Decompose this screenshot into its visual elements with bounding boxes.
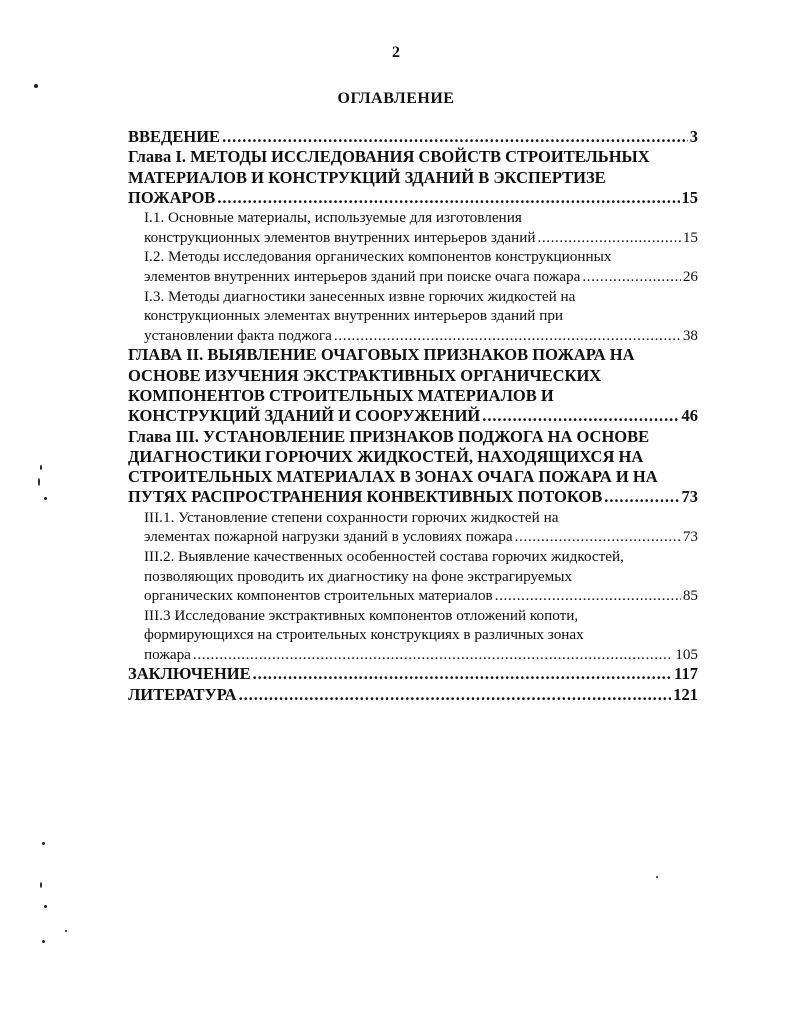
toc-entry-line bbox=[144, 208, 698, 228]
toc-leader-dots bbox=[582, 267, 680, 287]
toc-entry-line bbox=[128, 487, 698, 507]
toc-entry-line bbox=[144, 625, 698, 645]
toc-page-number: 38 bbox=[682, 326, 698, 344]
toc-entry-text: ПОЖАРОВ bbox=[128, 187, 216, 207]
toc-chapter-entry[interactable] bbox=[128, 345, 698, 426]
scan-speck bbox=[34, 84, 38, 88]
toc-chapter-entry[interactable] bbox=[128, 685, 698, 705]
toc-entry-line bbox=[128, 427, 698, 447]
table-of-contents bbox=[128, 127, 698, 705]
toc-entry-line bbox=[128, 147, 698, 167]
toc-chapter-entry[interactable] bbox=[128, 147, 698, 208]
toc-entry-text: формирующихся на строительных конструкциях в различных зонах bbox=[144, 626, 584, 644]
toc-entry-text: ОСНОВЕ ИЗУЧЕНИЯ ЭКСТРАКТИВНЫХ ОРГАНИЧЕСКИХ bbox=[128, 365, 602, 385]
toc-entry-line bbox=[128, 127, 698, 147]
scan-speck bbox=[65, 930, 67, 932]
toc-leader-dots bbox=[222, 127, 688, 147]
toc-entry-line bbox=[128, 467, 698, 487]
toc-entry-text: СТРОИТЕЛЬНЫХ МАТЕРИАЛАХ В ЗОНАХ ОЧАГА ПОЖАРА И НА bbox=[128, 467, 658, 487]
toc-leader-dots bbox=[482, 406, 679, 426]
toc-entry-line bbox=[128, 447, 698, 467]
toc-leader-dots bbox=[217, 188, 679, 208]
page-title: ОГЛАВЛЕНИЕ bbox=[337, 90, 455, 107]
toc-entry-line bbox=[144, 287, 698, 307]
toc-entry-text: конструкционных элементов внутренних интерьеров зданий bbox=[144, 228, 536, 246]
scan-speck bbox=[40, 465, 42, 470]
toc-entry-line bbox=[128, 664, 698, 684]
toc-chapter-entry[interactable] bbox=[128, 427, 698, 508]
toc-page-number: 105 bbox=[675, 645, 698, 663]
toc-leader-dots bbox=[253, 664, 673, 684]
scan-speck bbox=[38, 478, 40, 486]
toc-section-entry[interactable] bbox=[144, 606, 698, 665]
toc-entry-line bbox=[128, 685, 698, 705]
toc-page-number: 15 bbox=[681, 187, 698, 207]
toc-page-number: 73 bbox=[682, 528, 698, 546]
toc-page-number: 85 bbox=[682, 587, 698, 605]
toc-chapter-entry[interactable] bbox=[128, 127, 698, 147]
toc-section-entry[interactable] bbox=[144, 547, 698, 606]
toc-section-entry[interactable] bbox=[144, 508, 698, 547]
toc-entry-line bbox=[144, 247, 698, 267]
toc-entry-line bbox=[144, 547, 698, 567]
toc-entry-text: ГЛАВА II. ВЫЯВЛЕНИЕ ОЧАГОВЫХ ПРИЗНАКОВ ПОЖАРА НА bbox=[128, 345, 635, 365]
toc-leader-dots bbox=[604, 487, 679, 507]
toc-entry-text: позволяющих проводить их диагностику на фоне экстрагируемых bbox=[144, 567, 573, 585]
toc-entry-line bbox=[128, 386, 698, 406]
toc-page-number: 73 bbox=[681, 487, 698, 507]
toc-entry-text: Глава I. МЕТОДЫ ИССЛЕДОВАНИЯ СВОЙСТВ СТРОИТЕЛЬНЫХ bbox=[128, 147, 650, 167]
toc-entry-text: ВВЕДЕНИЕ bbox=[128, 127, 221, 146]
toc-entry-line bbox=[144, 508, 698, 528]
toc-entry-line bbox=[128, 188, 698, 208]
toc-page-number: 117 bbox=[674, 664, 698, 684]
toc-entry-text: ДИАГНОСТИКИ ГОРЮЧИХ ЖИДКОСТЕЙ, НАХОДЯЩИХСЯ НА bbox=[128, 446, 644, 466]
scan-speck bbox=[42, 940, 45, 943]
toc-entry-line bbox=[144, 586, 698, 606]
toc-entry-line bbox=[128, 406, 698, 426]
toc-section-entry[interactable] bbox=[144, 208, 698, 247]
toc-entry-text: I.1. Основные материалы, используемые для изготовления bbox=[144, 209, 522, 227]
toc-entry-line bbox=[144, 228, 698, 248]
toc-section-entry[interactable] bbox=[144, 247, 698, 286]
toc-entry-line bbox=[144, 326, 698, 346]
toc-page-number: 46 bbox=[681, 406, 698, 426]
toc-chapter-entry[interactable] bbox=[128, 664, 698, 684]
toc-entry-line bbox=[128, 345, 698, 365]
toc-entry-text: пожара bbox=[144, 645, 191, 663]
toc-entry-line bbox=[144, 567, 698, 587]
toc-section-entry[interactable] bbox=[144, 287, 698, 346]
toc-entry-text: I.2. Методы исследования органических компонентов конструкционных bbox=[144, 248, 612, 266]
toc-entry-text: элементах пожарной нагрузки зданий в условиях пожара bbox=[144, 528, 513, 546]
scan-speck bbox=[42, 842, 45, 845]
toc-leader-dots bbox=[495, 586, 681, 606]
toc-leader-dots bbox=[239, 685, 672, 705]
toc-entry-text: III.3 Исследование экстрактивных компонентов отложений копоти, bbox=[144, 606, 579, 624]
toc-entry-text: I.3. Методы диагностики занесенных извне горючих жидкостей на bbox=[144, 287, 576, 305]
toc-page-number: 121 bbox=[673, 684, 698, 704]
scan-speck bbox=[44, 905, 47, 908]
toc-leader-dots bbox=[193, 645, 673, 665]
toc-entry-text: ЗАКЛЮЧЕНИЕ bbox=[128, 664, 251, 684]
page-number: 2 bbox=[392, 44, 400, 61]
toc-entry-text: установлении факта поджога bbox=[144, 326, 332, 344]
toc-leader-dots bbox=[334, 326, 681, 346]
toc-entry-text: ПУТЯХ РАСПРОСТРАНЕНИЯ КОНВЕКТИВНЫХ ПОТОКОВ bbox=[128, 487, 603, 507]
toc-entry-line bbox=[128, 366, 698, 386]
toc-entry-text: органических компонентов строительных материалов bbox=[144, 587, 493, 605]
toc-entry-text: Глава III. УСТАНОВЛЕНИЕ ПРИЗНАКОВ ПОДЖОГА НА ОСНОВЕ bbox=[128, 426, 650, 446]
toc-entry-line bbox=[128, 168, 698, 188]
toc-entry-text: конструкционных элементах внутренних интерьеров зданий при bbox=[144, 307, 564, 325]
toc-entry-text: III.2. Выявление качественных особенностей состава горючих жидкостей, bbox=[144, 547, 624, 565]
toc-entry-line bbox=[144, 645, 698, 665]
toc-entry-line bbox=[144, 306, 698, 326]
toc-entry-text: КОНСТРУКЦИЙ ЗДАНИЙ И СООРУЖЕНИЙ bbox=[128, 406, 481, 426]
toc-entry-text: КОМПОНЕНТОВ СТРОИТЕЛЬНЫХ МАТЕРИАЛОВ И bbox=[128, 385, 554, 405]
scan-speck bbox=[40, 882, 42, 888]
toc-page-number: 26 bbox=[682, 267, 698, 285]
toc-entry-line bbox=[144, 527, 698, 547]
toc-entry-text: ЛИТЕРАТУРА bbox=[128, 684, 237, 704]
toc-entry-line bbox=[144, 606, 698, 626]
toc-leader-dots bbox=[537, 228, 680, 248]
toc-entry-text: элементов внутренних интерьеров зданий при поиске очага пожара bbox=[144, 267, 581, 285]
scan-speck bbox=[656, 876, 658, 878]
scan-speck bbox=[44, 497, 47, 500]
toc-leader-dots bbox=[515, 527, 681, 547]
toc-page-number: 3 bbox=[689, 127, 698, 146]
toc-entry-text: III.1. Установление степени сохранности горючих жидкостей на bbox=[144, 508, 559, 526]
toc-entry-line bbox=[144, 267, 698, 287]
toc-entry-text: МАТЕРИАЛОВ И КОНСТРУКЦИЙ ЗДАНИЙ В ЭКСПЕРТИЗЕ bbox=[128, 167, 606, 187]
toc-page-number: 15 bbox=[682, 228, 698, 246]
